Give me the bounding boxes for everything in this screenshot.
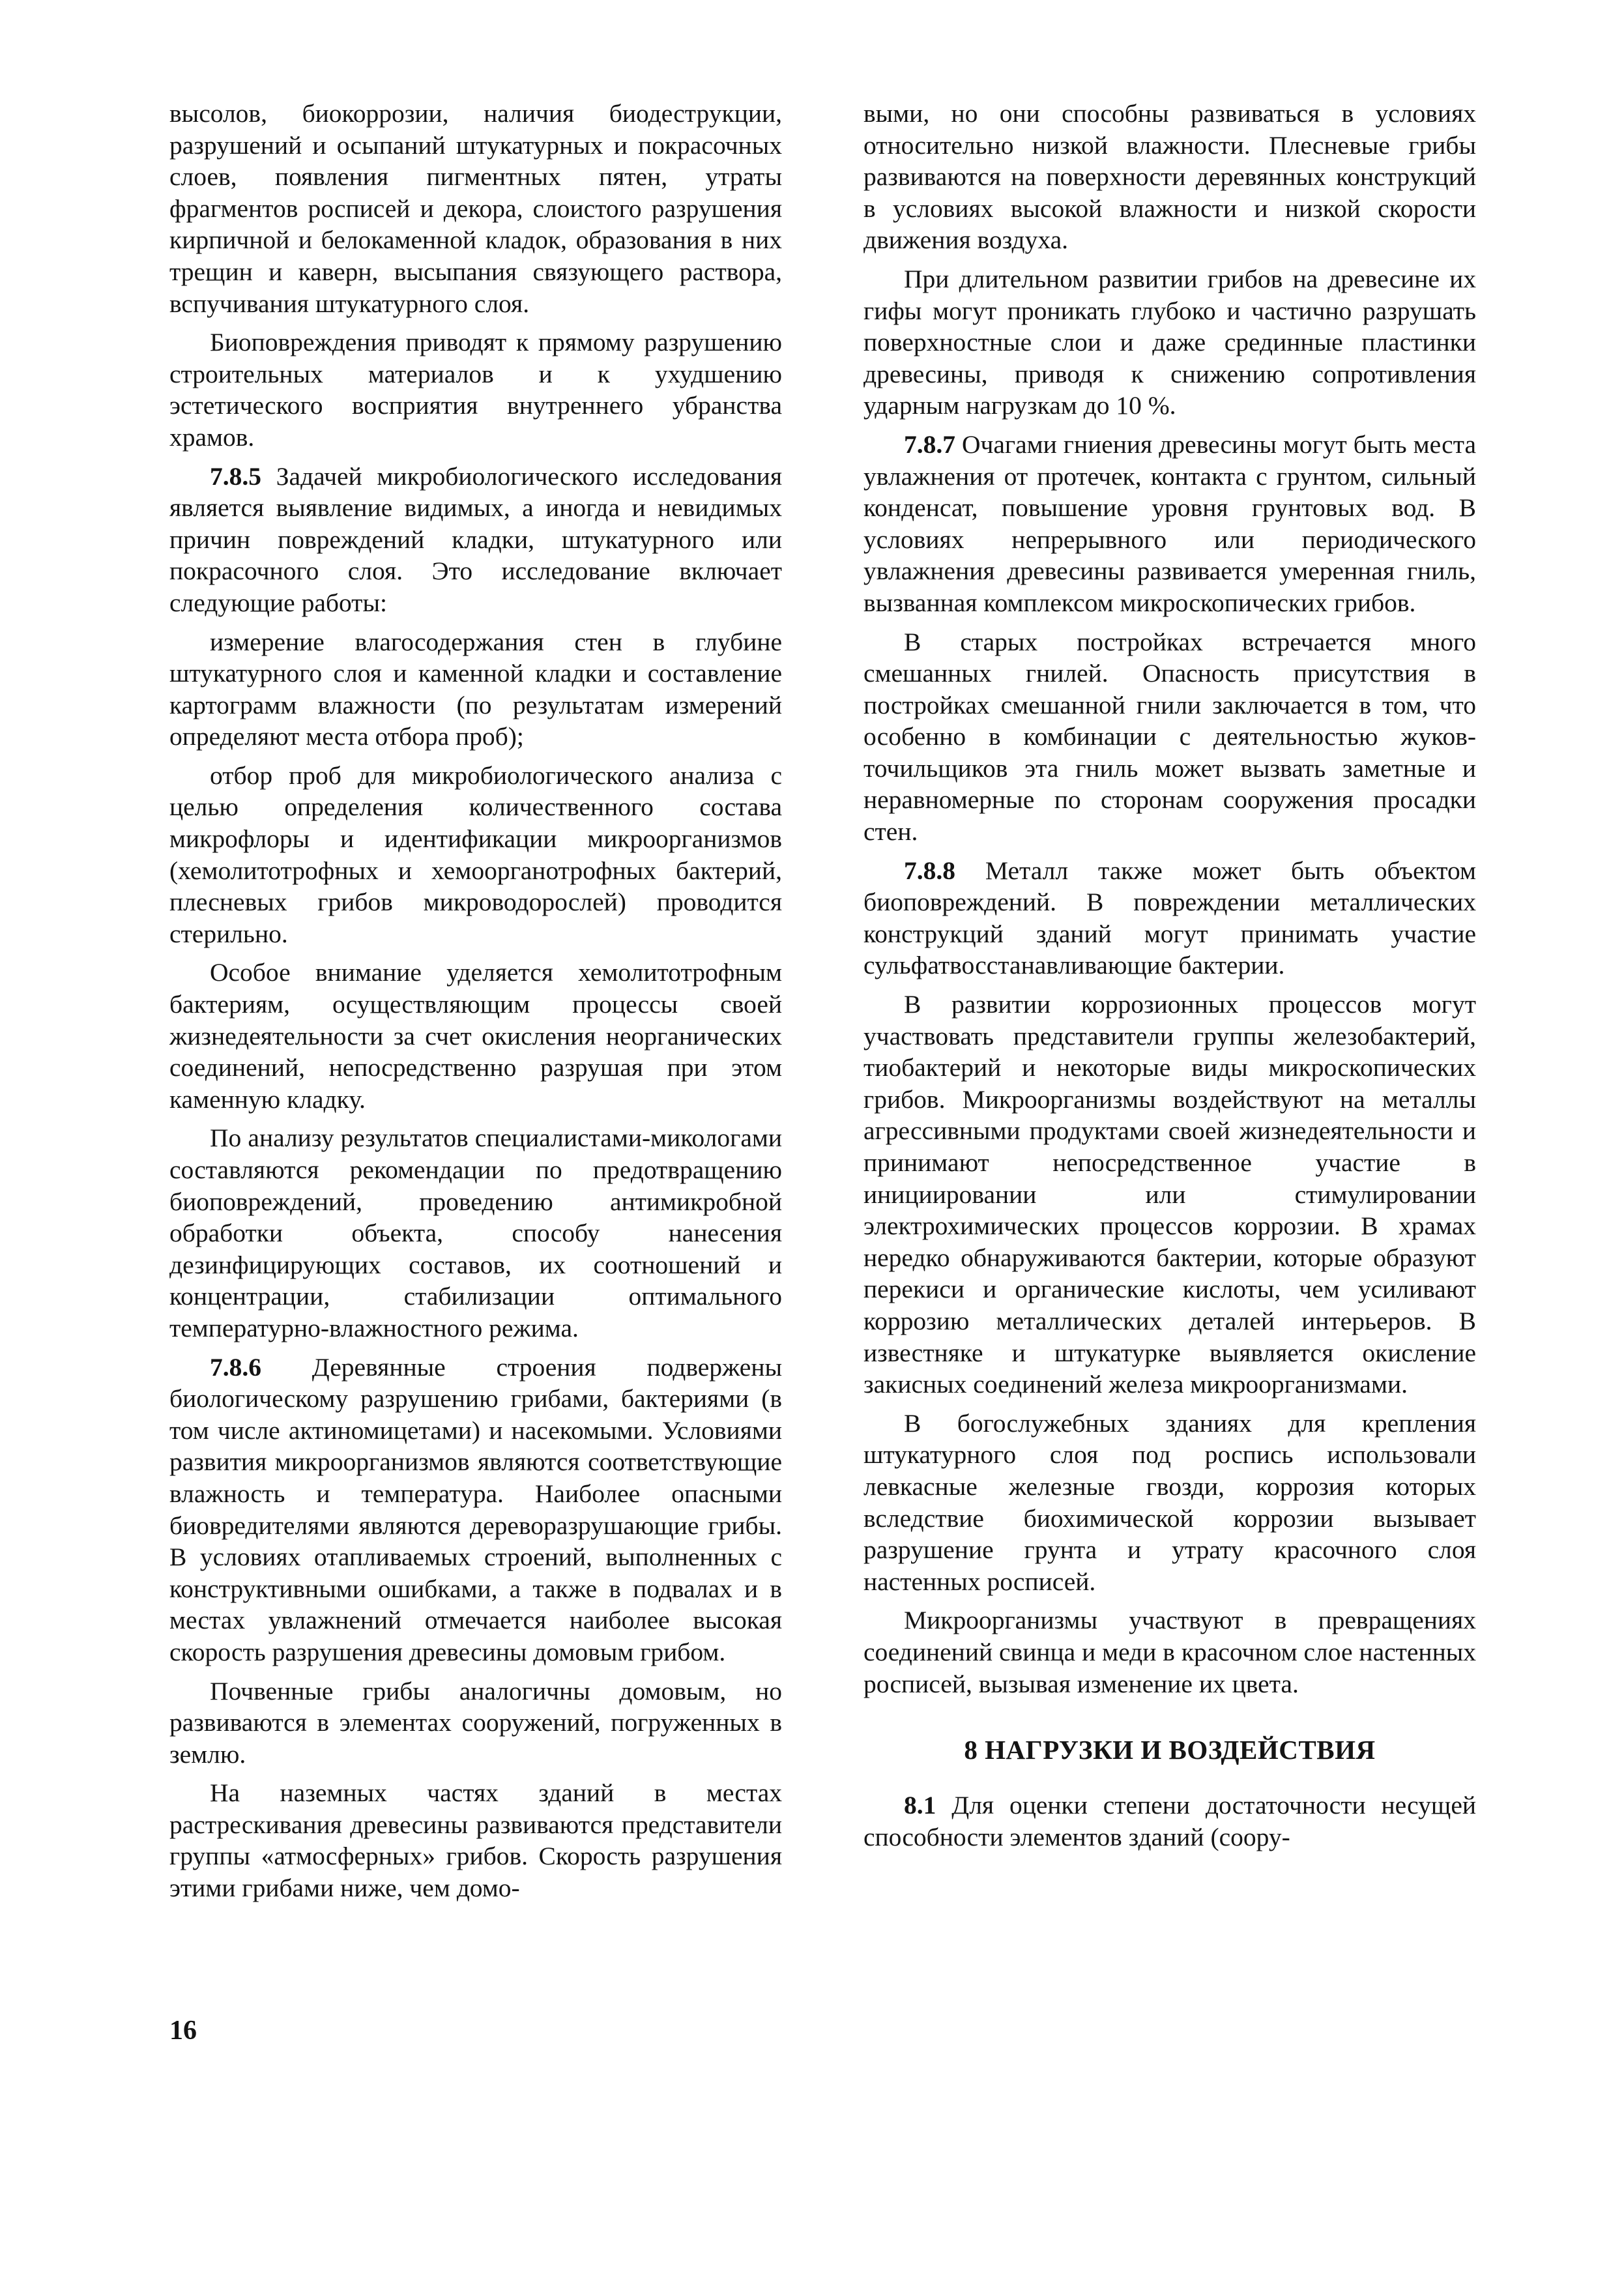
paragraph-text: Для оценки степени достаточности несущей способности элементов зданий (соору-: [863, 1791, 1476, 1851]
paragraph-text: При длительном развитии грибов на древесине их гифы могут проникать глубоко и частично разрушать поверхностные слои и даже срединные пластинки древесины, приводя к снижению сопротивления ударным нагрузкам до 10 %.: [863, 264, 1476, 420]
paragraph-text: выми, но они способны развиваться в условиях относительно низкой влажности. Плесневые грибы развиваются на поверхности деревянных конструкций в условиях высокой влажности и низкой скорости движения воздуха.: [863, 99, 1476, 255]
clause-number: 8.1: [904, 1791, 936, 1820]
paragraph-text: В богослужебных зданиях для крепления штукатурного слоя под роспись использовали левкасные железные гвозди, коррозия которых вследствие биохимической коррозии вызывает разрушение грунта и утрату красочного слоя настенных росписей.: [863, 1408, 1476, 1596]
paragraph-text: В старых постройках встречается много смешанных гнилей. Опасность присутствия в постройках смешанной гнили заключается в том, что особенно в комбинации с деятельностью жуков-точильщиков эта гниль может вызвать заметные и неравномерные по сторонам сооружения просадки стен.: [863, 627, 1476, 847]
right-column: [863, 98, 1476, 1860]
clause-number: 7.8.8: [904, 856, 955, 885]
paragraph-text: Особое внимание уделяется хемолитотрофным бактериям, осуществляющим процессы своей жизнедеятельности за счет окисления неорганических соединений, непосредственно разрушая при этом каменную кладку.: [169, 958, 782, 1114]
paragraph-text: Задачей микробиологического исследования является выявление видимых, а иногда и невидимых причин повреждений кладки, штукатурного или покрасочного слоя. Это исследование включает следующие работы:: [169, 461, 782, 617]
clause-number: 7.8.5: [210, 461, 261, 491]
left-paragraph: [169, 626, 782, 753]
paragraph-text: Очагами гниения древесины могут быть места увлажнения от протечек, контакта с грунтом, сильный конденсат, повышение уровня грунтовых вод. В условиях непрерывного или периодического увлажнения древесины развивается умеренная гниль, вызванная комплексом микроскопических грибов.: [863, 429, 1476, 617]
paragraph-text: В развитии коррозионных процессов могут участвовать представители группы железобактерий, тиобактерий и некоторые виды микроскопических грибов. Микроорганизмы воздействуют на металлы агрессивными продуктами своей жизнедеятельности и принимают непосредственное участие в инициировании или стимулировании электрохимических процессов коррозии. В храмах нередко обнаруживаются бактерии, которые образуют перекиси и органические кислоты, чем усиливают коррозию металлических деталей интерьеров. В известняке и штукатурке выявляется окисление закисных соединений железа микроорганизмами.: [863, 990, 1476, 1399]
section-paragraph: [863, 1790, 1476, 1853]
clause-number: 7.8.7: [904, 429, 955, 459]
left-paragraph: [169, 1122, 782, 1344]
paragraph-text: измерение влагосодержания стен в глубине штукатурного слоя и каменной кладки и составление картограмм влажности (по результатам измерений определяют места отбора проб);: [169, 627, 782, 751]
right-paragraph: [863, 989, 1476, 1400]
clause-number: 7.8.6: [210, 1352, 261, 1382]
right-paragraph: [863, 855, 1476, 981]
left-paragraph: [169, 461, 782, 619]
section-heading: 8 НАГРУЗКИ И ВОЗДЕЙСТВИЯ: [964, 1735, 1376, 1765]
right-paragraph: [863, 263, 1476, 422]
paragraph-text: отбор проб для микробиологического анализа с целью определения количественного состава микрофлоры и идентификации микроорганизмов (хемолитотрофных и хемоорганотрофных бактерий, плесневых грибов микроводорослей) проводится стерильно.: [169, 761, 782, 948]
left-paragraph: [169, 1352, 782, 1668]
left-paragraph: [169, 326, 782, 453]
left-paragraph: [169, 760, 782, 950]
left-paragraph: [169, 957, 782, 1115]
right-paragraph: [863, 98, 1476, 256]
paragraph-text: Деревянные строения подвержены биологическому разрушению грибами, бактериями (в том числе актиномицетами) и насекомыми. Условиями развития микроорганизмов являются соответствующие влажность и температура. Наиболее опасными биовредителями являются дереворазрушающие грибы. В условиях отапливаемых строений, выполненных с конструктивными ошибками, а также в подвалах и в местах увлажнений отмечается наиболее высокая скорость разрушения древесины домовым грибом.: [169, 1352, 782, 1666]
left-paragraph: [169, 1675, 782, 1771]
paragraph-text: высолов, биокоррозии, наличия биодеструкции, разрушений и осыпаний штукатурных и покрасочных слоев, появления пигментных пятен, утраты фрагментов росписей и декора, слоистого разрушения кирпичной и белокаменной кладок, образования в них трещин и каверн, высыпания связующего раствора, вспучивания штукатурного слоя.: [169, 99, 782, 318]
paragraph-text: Металл также может быть объектом биоповреждений. В повреждении металлических конструкций зданий могут принимать участие сульфатвосстанавливающие бактерии.: [863, 856, 1476, 980]
left-paragraph: [169, 98, 782, 319]
paragraph-text: Биоповреждения приводят к прямому разрушению строительных материалов и к ухудшению эстетического восприятия внутреннего убранства храмов.: [169, 328, 782, 452]
left-column: [169, 98, 782, 1911]
right-paragraph: [863, 626, 1476, 848]
paragraph-text: На наземных частях зданий в местах растрескивания древесины развиваются представители группы «атмосферных» грибов. Скорость разрушения этими грибами ниже, чем домо-: [169, 1778, 782, 1903]
left-paragraph: [169, 1777, 782, 1904]
page-number: 16: [169, 2016, 197, 2046]
right-paragraph: [863, 1408, 1476, 1598]
right-paragraph: [863, 1604, 1476, 1700]
paragraph-text: Почвенные грибы аналогичны домовым, но развиваются в элементах сооружений, погруженных в землю.: [169, 1676, 782, 1769]
paragraph-text: По анализу результатов специалистами-микологами составляются рекомендации по предотвращению биоповреждений, проведению антимикробной обработки объекта, способу нанесения дезинфицирующих составов, их соотношений и концентрации, стабилизации оптимального температурно-влажностного режима.: [169, 1123, 782, 1342]
right-paragraph: [863, 429, 1476, 619]
paragraph-text: Микроорганизмы участвуют в превращениях соединений свинца и меди в красочном слое настенных росписей, вызывая изменение их цвета.: [863, 1606, 1476, 1698]
